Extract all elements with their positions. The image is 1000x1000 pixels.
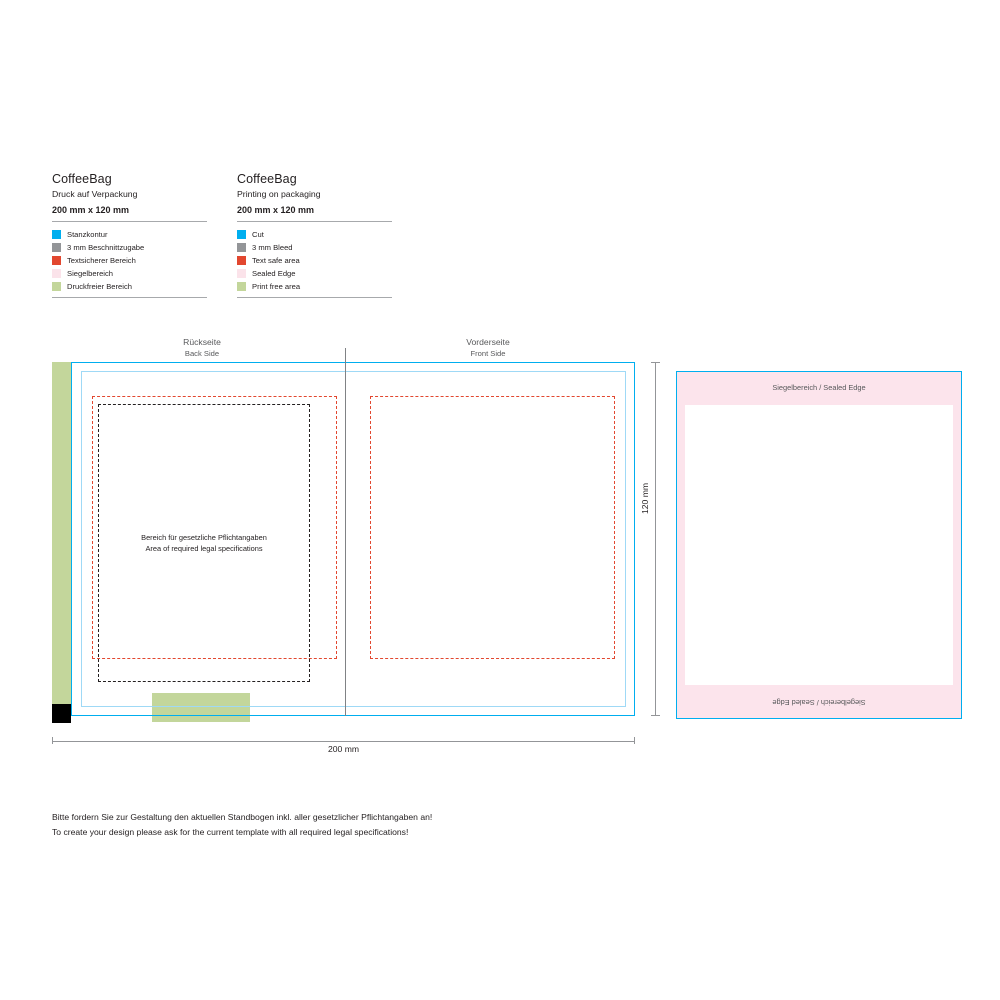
swatch-cut-icon <box>52 230 61 239</box>
swatch-cut-icon <box>237 230 246 239</box>
legend-english-items <box>237 228 392 293</box>
legal-label-en: Area of required legal specifications <box>145 544 263 554</box>
legend-item-text-safe-area <box>237 254 392 267</box>
footer-note <box>52 810 432 839</box>
height-tick-bottom <box>651 715 660 716</box>
caption-back-side <box>150 337 254 359</box>
footer-note-de: Bitte fordern Sie zur Gestaltung den aktuellen Standbogen inkl. aller gesetzlicher Pflichtangaben an! <box>52 812 433 822</box>
legend-item-stanzkontur <box>52 228 207 241</box>
legend-item-textsicherer-bereich <box>52 254 207 267</box>
caption-front-side <box>436 337 540 359</box>
text-safe-area-front <box>370 396 615 659</box>
sealed-panel-inner-area <box>685 405 953 685</box>
legal-label-de: Bereich für gesetzliche Pflichtangaben <box>141 533 267 542</box>
legend-item-sealed-edge <box>237 267 392 280</box>
packaging-layout-diagram <box>52 362 650 754</box>
legend-item-druckfreier-bereich <box>52 280 207 293</box>
swatch-printfree-icon <box>237 282 246 291</box>
legend-item-cut <box>237 228 392 241</box>
legend-item-label: Cut <box>252 229 264 239</box>
width-dimension-line <box>52 741 635 742</box>
legend-german <box>52 172 207 298</box>
swatch-sealed-icon <box>237 269 246 278</box>
legend-item-label: 3 mm Bleed <box>252 242 293 252</box>
legend-item-label: 3 mm Beschnittzugabe <box>67 242 145 252</box>
caption-front-side-en: Front Side <box>470 348 506 358</box>
legend-german-divider <box>52 297 207 298</box>
legend-english-subtitle: Printing on packaging <box>237 189 321 199</box>
sealed-edge-panel <box>676 371 962 719</box>
swatch-textsafe-icon <box>52 256 61 265</box>
height-dimension-label: 120 mm <box>640 482 650 514</box>
legend-item-bleed <box>237 241 392 254</box>
swatch-sealed-icon <box>52 269 61 278</box>
height-dimension-line <box>655 362 656 716</box>
fold-line <box>345 348 346 716</box>
legend-german-items <box>52 228 207 293</box>
sealed-edge-label-top: Siegelbereich / Sealed Edge <box>772 383 866 392</box>
legend-german-title: CoffeeBag <box>52 172 112 186</box>
height-tick-top <box>651 362 660 363</box>
legend-item-beschnittzugabe <box>52 241 207 254</box>
legend-item-label: Print free area <box>252 281 301 291</box>
registration-mark-block <box>52 704 71 723</box>
legend-item-label: Druckfreier Bereich <box>67 281 132 291</box>
swatch-bleed-icon <box>237 243 246 252</box>
sealed-edge-label-bottom: Siegelbereich / Sealed Edge <box>772 698 866 707</box>
legend-german-size: 200 mm x 120 mm <box>52 205 207 222</box>
legend-english-title: CoffeeBag <box>237 172 297 186</box>
swatch-textsafe-icon <box>237 256 246 265</box>
caption-back-side-de: Rückseite <box>183 337 221 347</box>
legend-item-label: Stanzkontur <box>67 229 108 239</box>
swatch-bleed-icon <box>52 243 61 252</box>
swatch-printfree-icon <box>52 282 61 291</box>
legend-english <box>237 172 392 298</box>
footer-note-en: To create your design please ask for the current template with all required legal specifications! <box>52 826 409 837</box>
legend-item-print-free-area <box>237 280 392 293</box>
legend-item-siegelbereich <box>52 267 207 280</box>
legend-german-subtitle: Druck auf Verpackung <box>52 189 138 199</box>
caption-front-side-de: Vorderseite <box>466 337 510 347</box>
legend-english-size: 200 mm x 120 mm <box>237 205 392 222</box>
caption-back-side-en: Back Side <box>184 348 220 358</box>
print-free-area-strip <box>52 362 71 704</box>
legend-item-label: Textsicherer Bereich <box>67 255 136 265</box>
legend-item-label: Text safe area <box>252 255 300 265</box>
legend-item-label: Siegelbereich <box>67 268 114 278</box>
width-dimension-label: 200 mm <box>52 744 635 754</box>
legend-english-divider <box>237 297 392 298</box>
legal-specifications-label <box>98 532 310 554</box>
legend-item-label: Sealed Edge <box>252 268 296 278</box>
